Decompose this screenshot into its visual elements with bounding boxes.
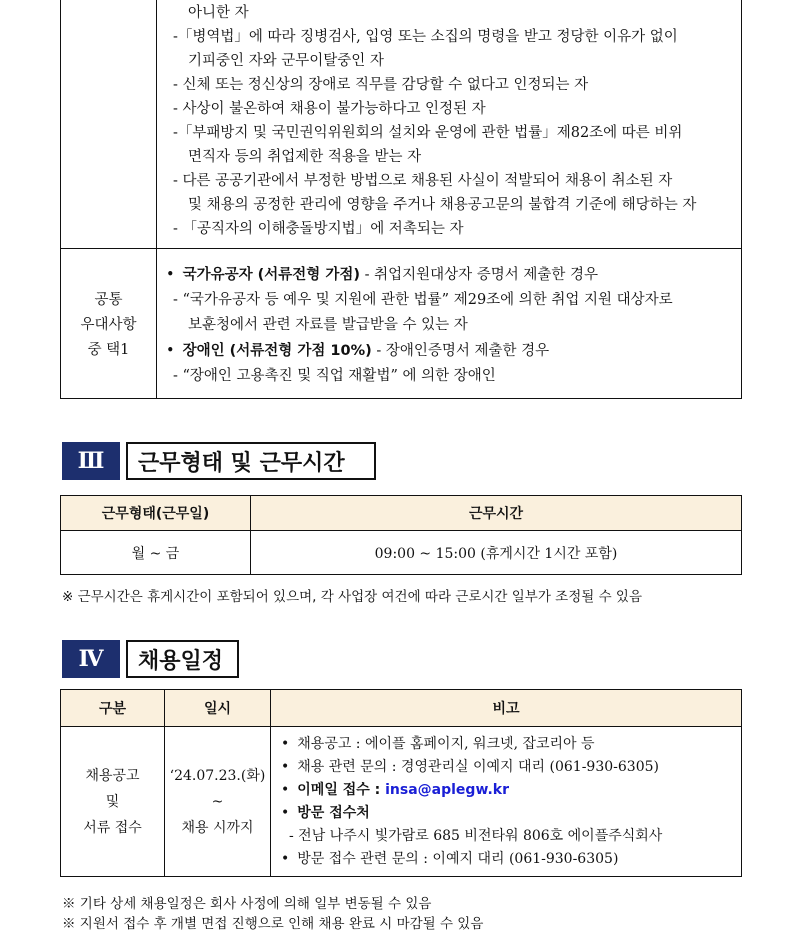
table-header: 구분 xyxy=(61,690,165,727)
disqualify-line: -「병역법」에 따라 징병검사, 입영 또는 소집의 명령을 받고 정당한 이유가 없이 xyxy=(173,29,678,45)
email-link[interactable]: insa@aplegw.kr xyxy=(385,781,510,798)
preference-item-disability: • 장애인 (서류전형 가점 10%) - 장애인증명서 제출한 경우 xyxy=(166,341,549,361)
remark-item: • 방문 접수 관련 문의 : 이예지 대리 (061-930-6305) xyxy=(281,848,741,871)
preference-item-disability-detail: - “장애인 고용촉진 및 직업 재활법” 에 의한 장애인 xyxy=(173,368,496,384)
section-3-number: Ⅲ xyxy=(62,442,120,480)
preference-item-veterans-detail: 보훈청에서 관련 자료를 발급받을 수 있는 자 xyxy=(188,317,468,333)
disqualify-line: - 다른 공공기관에서 부정한 방법으로 채용된 사실이 적발되어 채용이 취소된 자 xyxy=(173,173,673,189)
remark-item: • 방문 접수처 xyxy=(281,802,741,825)
table-header: 근무시간 xyxy=(251,496,742,531)
disqualify-line: 기피중인 자와 군무이탈중인 자 xyxy=(188,53,384,69)
section-4-title: 채용일정 xyxy=(126,640,239,678)
work-hours-note: ※ 근무시간은 휴게시간이 포함되어 있으며, 각 사업장 여건에 따라 근로시간 일부가 조정될 수 있음 xyxy=(62,589,642,605)
remark-item: • 채용공고 : 에이플 홈페이지, 워크넷, 잡코리아 등 xyxy=(281,733,741,756)
section-4-number: Ⅳ xyxy=(62,640,120,678)
disqualify-line: 및 채용의 공정한 관리에 영향을 주거나 채용공고문의 불합격 기준에 해당하는 자 xyxy=(188,197,697,213)
preference-item-veterans: • 국가유공자 (서류전형 가점) - 취업지원대상자 증명서 제출한 경우 xyxy=(166,265,598,285)
eligibility-table xyxy=(60,0,742,399)
schedule-note: ※ 지원서 접수 후 개별 면접 진행으로 인해 채용 완료 시 마감될 수 있음 xyxy=(62,916,484,932)
schedule-remarks-cell xyxy=(271,727,742,877)
disqualify-line: 아니한 자 xyxy=(188,5,249,21)
preference-item-veterans-detail: - “국가유공자 등 예우 및 지원에 관한 법률” 제29조에 의한 취업 지원 대상자로 xyxy=(173,292,673,308)
work-days-cell: 월 ~ 금 xyxy=(61,531,251,575)
disqualify-line: - 사상이 불온하여 채용이 불가능하다고 인정된 자 xyxy=(173,101,486,117)
section-3-title: 근무형태 및 근무시간 xyxy=(126,442,376,480)
remark-item-email: • 이메일 접수 : insa@aplegw.kr xyxy=(281,779,741,802)
schedule-date-cell: ‘24.07.23.(화) ~ 채용 시까지 xyxy=(165,727,271,877)
work-time-cell: 09:00 ~ 15:00 (휴게시간 1시간 포함) xyxy=(251,531,742,575)
disqualify-line: -「부패방지 및 국민권익위원회의 설치와 운영에 관한 법률」제82조에 따른 비위 xyxy=(173,125,683,141)
disqualify-line: 면직자 등의 취업제한 적용을 받는 자 xyxy=(188,149,422,165)
table-header: 일시 xyxy=(165,690,271,727)
preference-label: 공통 우대사항 중 택1 xyxy=(80,292,137,358)
disqualify-line: - 신체 또는 정신상의 장애로 직무를 감당할 수 없다고 인정되는 자 xyxy=(173,77,589,93)
schedule-table xyxy=(60,689,742,877)
schedule-note: ※ 기타 상세 채용일정은 회사 사정에 의해 일부 변동될 수 있음 xyxy=(62,896,432,912)
table-row-divider xyxy=(61,248,741,249)
table-header: 근무형태(근무일) xyxy=(61,496,251,531)
remark-item: - 전남 나주시 빛가람로 685 비전타워 806호 에이플주식회사 xyxy=(289,827,663,844)
schedule-category-cell: 채용공고 및 서류 접수 xyxy=(61,727,165,877)
work-hours-table xyxy=(60,495,742,575)
disqualify-line: - 「공직자의 이해충돌방지법」에 저촉되는 자 xyxy=(173,221,464,237)
table-header: 비고 xyxy=(271,690,742,727)
remark-item: • 채용 관련 문의 : 경영관리실 이예지 대리 (061-930-6305) xyxy=(281,756,741,779)
